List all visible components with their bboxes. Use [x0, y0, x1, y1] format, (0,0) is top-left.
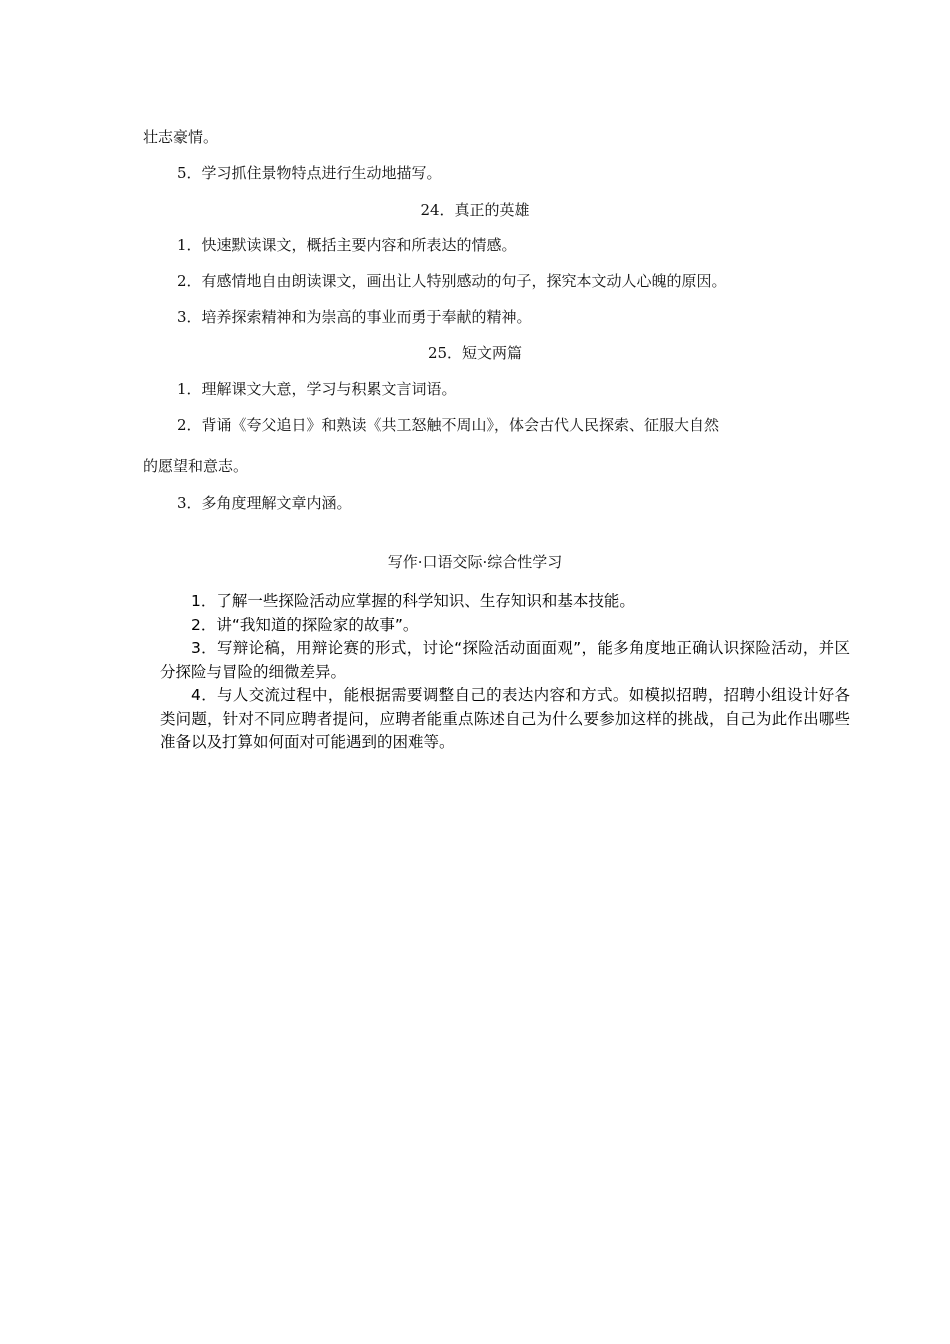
- lesson-25-item-3: 3．多角度理解文章内涵。: [177, 494, 352, 512]
- lesson-25-item-2-line-2: 的愿望和意志。: [143, 457, 249, 475]
- lesson-24-item-3: 3．培养探索精神和为崇高的事业而勇于奉献的精神。: [177, 308, 532, 326]
- writing-item-1: 1．了解一些探险活动应掌握的科学知识、生存知识和基本技能。: [191, 592, 635, 610]
- lesson-24-item-1: 1．快速默读课文，概括主要内容和所表达的情感。: [177, 236, 517, 254]
- writing-section-title: 写作·口语交际·综合性学习: [387, 553, 563, 571]
- lesson-25-item-1: 1．理解课文大意，学习与积累文言词语。: [177, 380, 457, 398]
- writing-item-4: 4．与人交流过程中，能根据需要调整自己的表达内容和方式。如模拟招聘，招聘小组设计好各类问题，针对不同应聘者提问，应聘者能重点陈述自己为什么要参加这样的挑战，自己为此作出哪些准备以及打算如何面对可能遇到的困难等。: [160, 686, 850, 751]
- writing-item-2: 2．讲“我知道的探险家的故事”。: [191, 615, 419, 634]
- lesson-24-title: 24．真正的英雄: [420, 201, 530, 219]
- prev-lesson-item-5: 5．学习抓住景物特点进行生动地描写。: [177, 164, 442, 182]
- lesson-25-item-2-line-1: 2．背诵《夸父追日》和熟读《共工怒触不周山》，体会古代人民探索、征服大自然: [177, 416, 720, 434]
- writing-objectives: [160, 590, 850, 755]
- writing-item-3: 3．写辩论稿，用辩论赛的形式，讨论“探险活动面面观”，能多角度地正确认识探险活动，并区分探险与冒险的细微差异。: [160, 639, 850, 681]
- continuation-text: 壮志豪情。: [143, 128, 219, 146]
- lesson-24-item-2: 2．有感情地自由朗读课文，画出让人特别感动的句子，探究本文动人心魄的原因。: [177, 272, 727, 290]
- lesson-25-title: 25．短文两篇: [427, 344, 523, 362]
